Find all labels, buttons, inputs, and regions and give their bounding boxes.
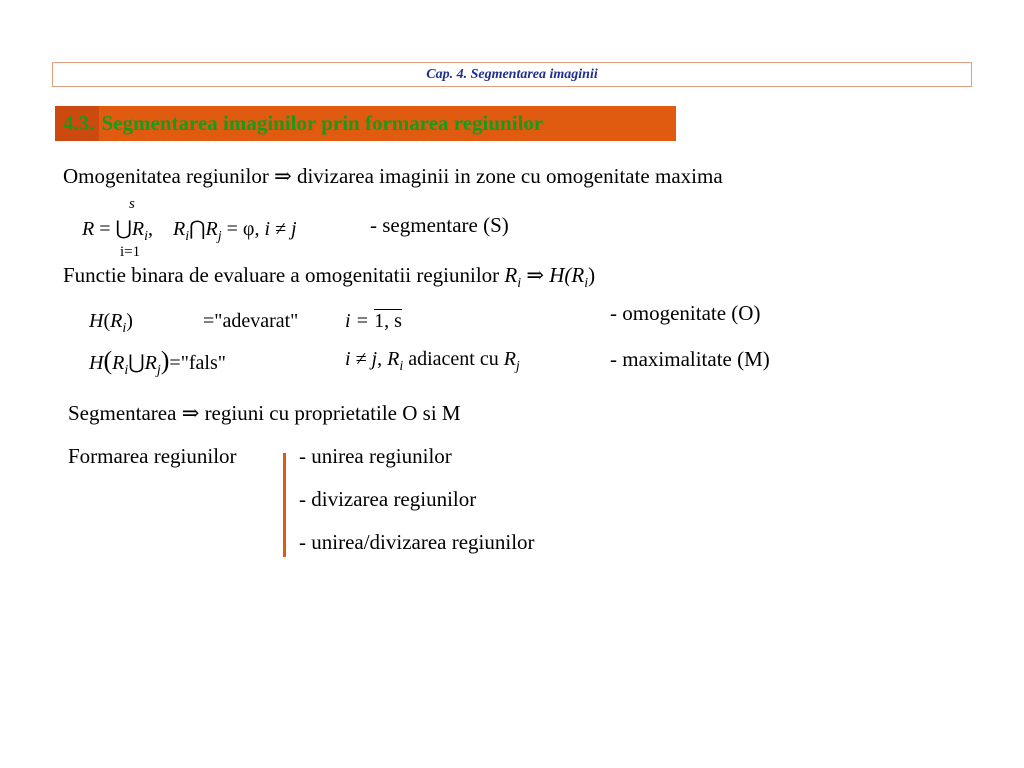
formation-item: - unirea/divizarea regiunilor: [299, 530, 535, 554]
union-upper-limit: s: [129, 196, 135, 212]
intersection-symbol: ⋂: [189, 218, 206, 240]
chapter-title: Cap. 4. Segmentarea imaginii: [426, 66, 598, 82]
homogeneity-formula: [89, 310, 133, 336]
f2r2-cr: R: [387, 348, 400, 370]
formula-rj: R: [205, 218, 218, 240]
segmentation-left: Segmentarea: [68, 401, 177, 425]
formation-item: - divizarea regiunilor: [299, 487, 477, 511]
homogeneity-statement: [63, 164, 723, 189]
f2r1-condition: [345, 310, 402, 333]
f2r2-h: H: [89, 352, 104, 374]
chapter-header: [52, 62, 972, 87]
formula-j-sub: j: [217, 229, 222, 244]
implies-arrow: ⇒: [274, 164, 292, 188]
line2-h: H(R: [549, 263, 585, 287]
f2r2-open: (: [103, 346, 113, 375]
f2r1-cond-i: i =: [345, 310, 370, 332]
line2-arrow: ⇒: [526, 263, 544, 287]
f2r2-cond: i ≠ j,: [345, 348, 383, 370]
line2-i2: i: [584, 276, 589, 291]
section-number: 4.3.: [63, 111, 95, 135]
formation-item: - unirea regiunilor: [299, 444, 452, 468]
formula-ri: R: [131, 218, 145, 240]
binary-function-text: Functie binara de evaluare a omogenitatii regiunilor: [63, 263, 500, 287]
union-lower-limit: i=1: [120, 244, 141, 260]
f2r1-open: (: [103, 310, 111, 332]
section-title: Segmentarea imaginilor prin formarea regiunilor: [101, 111, 544, 135]
formula-ri2: R: [173, 218, 186, 240]
formula-i-neq-j: i ≠ j: [264, 218, 297, 240]
formula-r: R: [82, 218, 95, 240]
f2r1-value: ="adevarat": [203, 310, 299, 332]
homogeneity-left: Omogenitatea regiunilor: [63, 164, 269, 188]
f2r2-i: i: [124, 363, 129, 378]
f2r2-r2: R: [144, 352, 157, 374]
segmentation-right: regiuni cu proprietatile O si M: [204, 401, 461, 425]
maximality-label: - maximalitate (M): [610, 347, 770, 371]
f2r1-i: i: [122, 321, 127, 336]
segmentation-label: - segmentare (S): [370, 213, 509, 237]
formula-eq: =: [99, 218, 111, 240]
f2r2-ci: i: [399, 359, 404, 374]
f2r1-r: R: [110, 310, 123, 332]
f2r2-close: ): [160, 346, 170, 375]
section-number-box: [55, 106, 99, 141]
f2r2-r: R: [112, 352, 125, 374]
f2r2-adj: adiacent cu: [408, 348, 499, 370]
f2r1-h: H: [89, 310, 104, 332]
formation-label: Formarea regiunilor: [68, 444, 237, 468]
union-symbol: ⋃: [115, 218, 132, 240]
formula-i-sub: i: [144, 229, 149, 244]
segmentation-statement: [68, 401, 461, 426]
f2r2-j: j: [156, 363, 161, 378]
f2r2-cj: j: [515, 359, 520, 374]
line2-close: ): [588, 263, 596, 287]
f2r1-cond-range: 1, s: [374, 310, 402, 332]
section-title-bar: [55, 106, 676, 141]
maximality-formula: [89, 346, 226, 376]
f2r2-value: ="fals": [169, 352, 226, 374]
f2r2-cr2: R: [503, 348, 516, 370]
line2-i: i: [517, 276, 522, 291]
homogeneity-label: - omogenitate (O): [610, 301, 761, 325]
segmentation-formula: [82, 216, 297, 244]
formation-bracket: [283, 453, 286, 557]
binary-function-statement: [63, 263, 596, 291]
formula-eq-phi: = φ,: [226, 218, 260, 240]
formula-comma: ,: [148, 218, 154, 240]
line2-r: R: [504, 263, 518, 287]
f2r2-condition: [345, 348, 520, 374]
segmentation-arrow: ⇒: [181, 401, 200, 425]
f2r2-union: ⋃: [128, 352, 145, 374]
homogeneity-right: divizarea imaginii in zone cu omogenitate maxima: [296, 164, 723, 188]
f2r1-close: ): [126, 310, 133, 332]
formula-i2-sub: i: [185, 229, 190, 244]
